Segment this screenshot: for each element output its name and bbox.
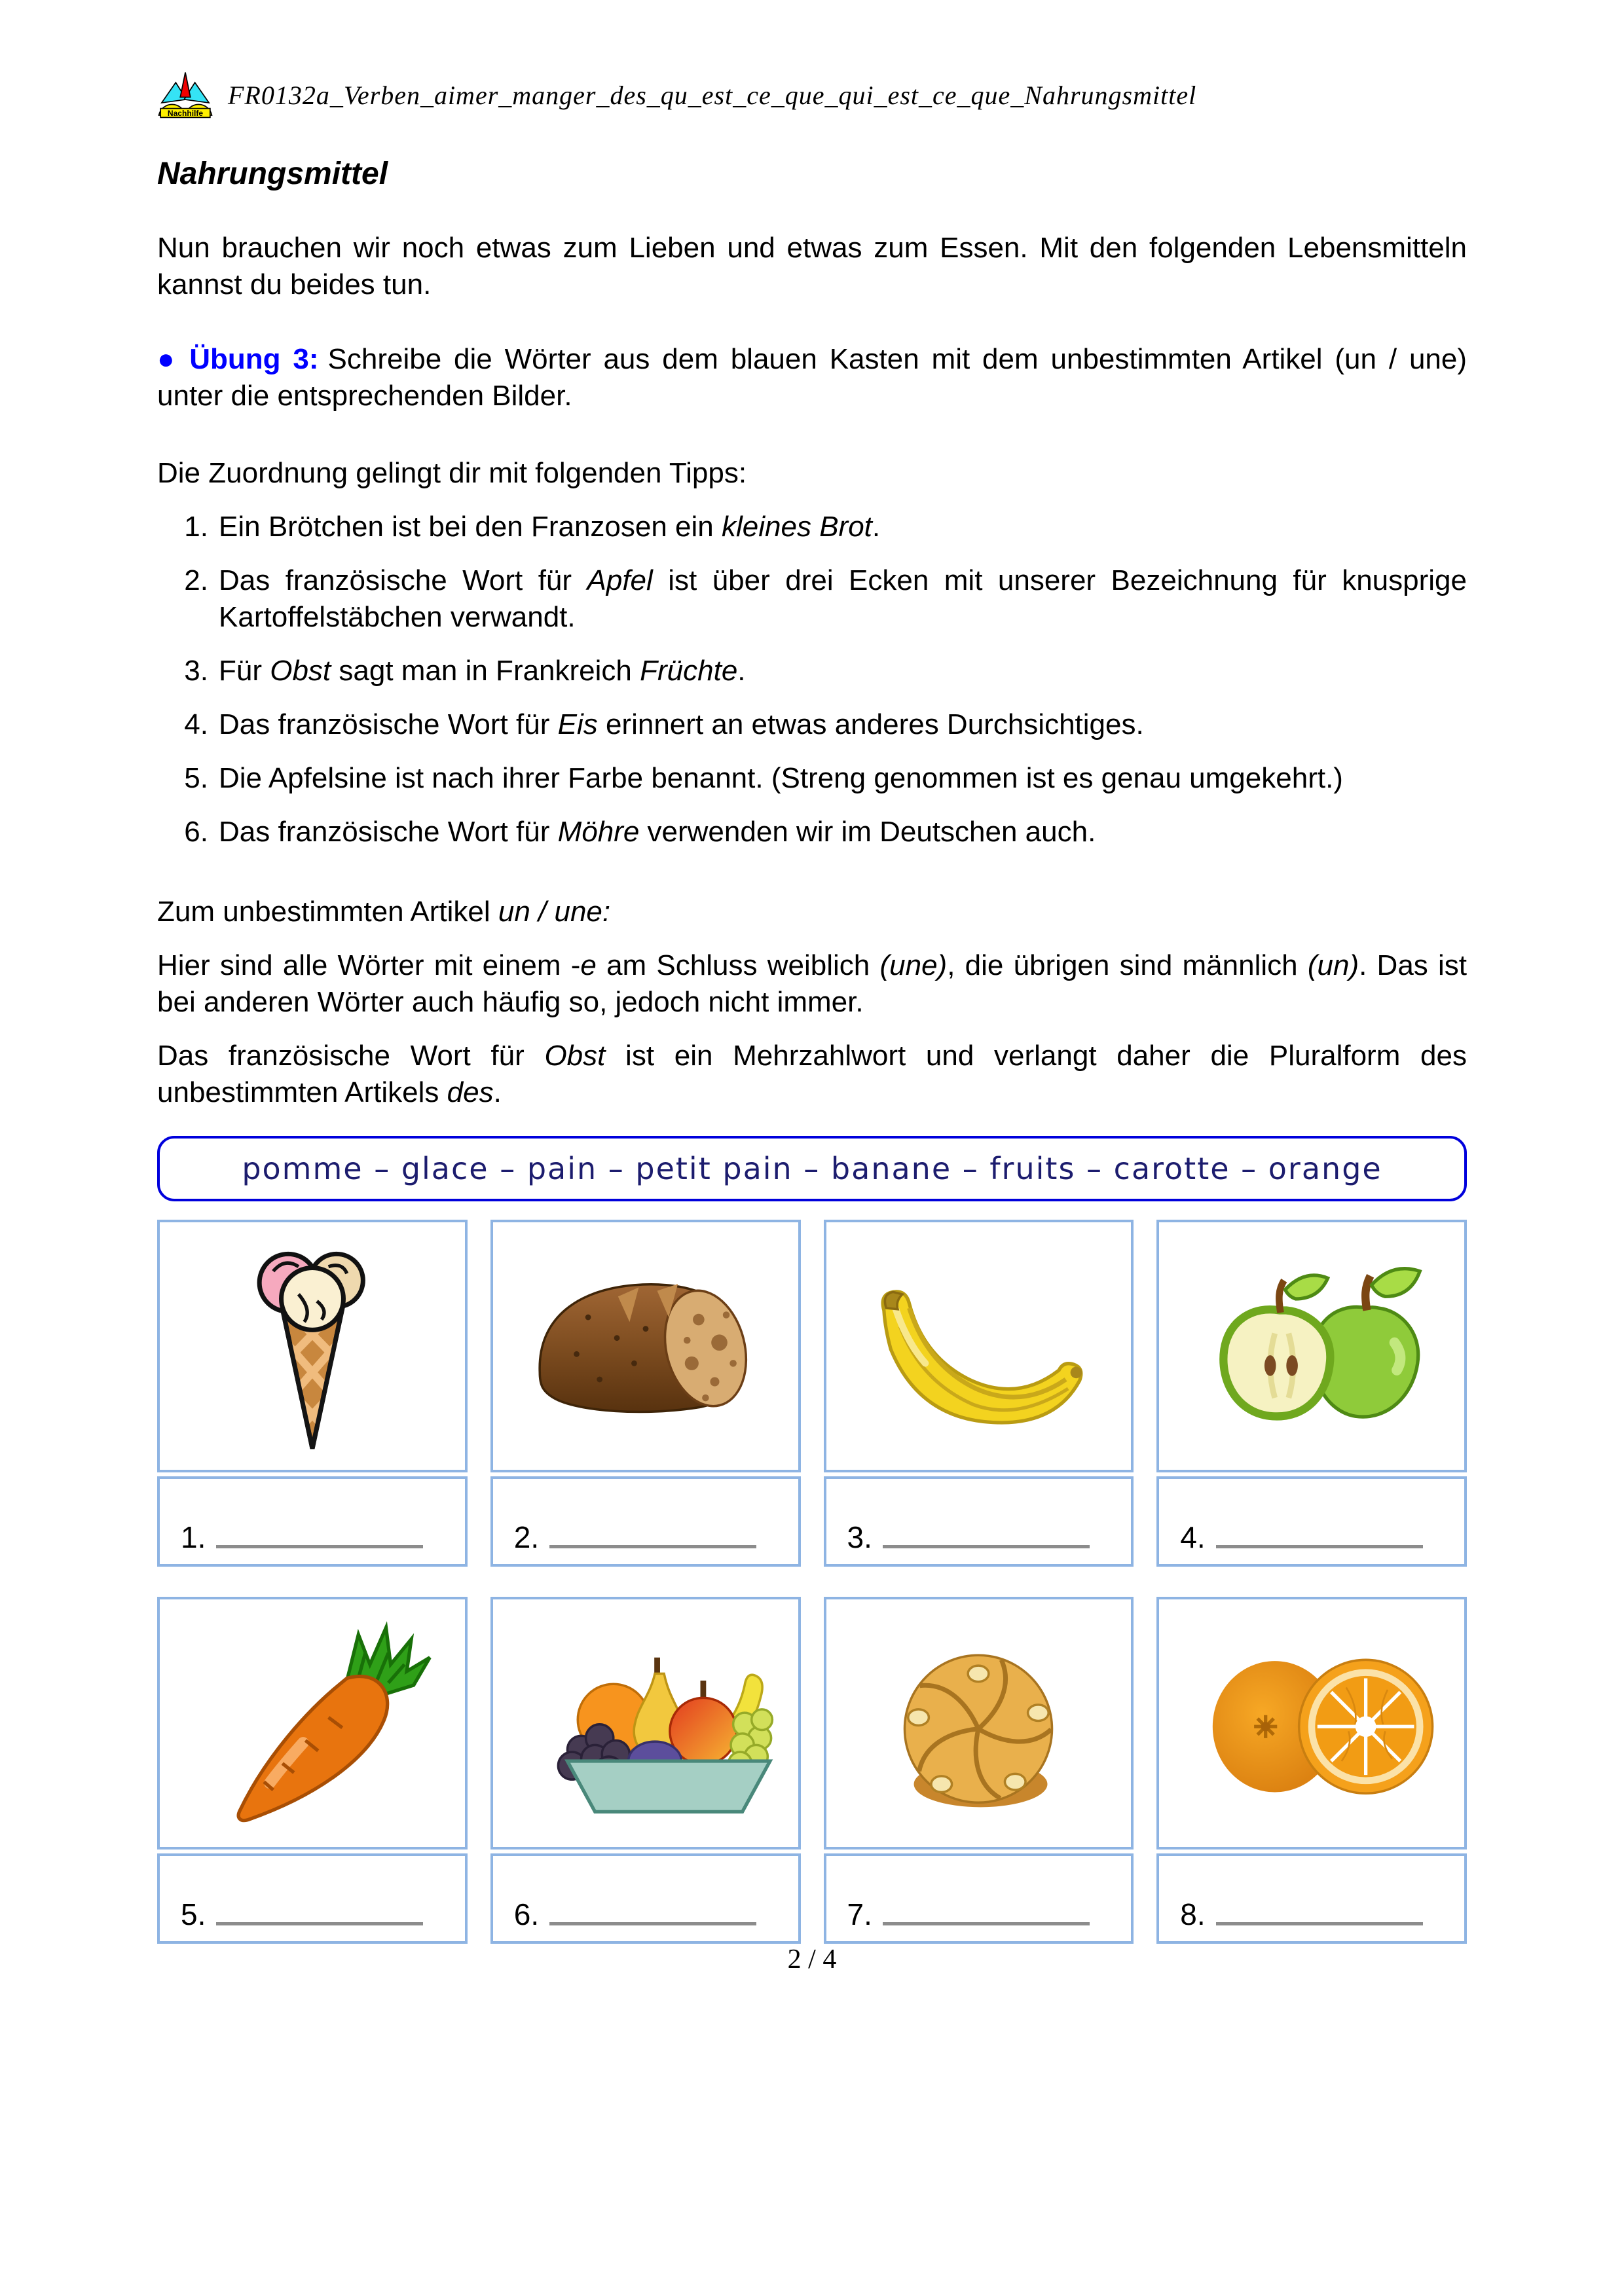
grid-cell-3	[824, 1220, 1134, 1567]
tip-item-1: 1. Ein Brötchen ist bei den Franzosen ein kleines Brot.	[157, 509, 1467, 545]
orange-image	[1173, 1614, 1450, 1832]
fruit-bowl-image	[507, 1614, 784, 1832]
answer-label-8	[1156, 1853, 1467, 1944]
intro-paragraph: Nun brauchen wir noch etwas zum Lieben und etwas zum Essen. Mit den folgenden Lebensmitteln kannst du beides tun.	[157, 232, 1467, 301]
cell-number: 3.	[847, 1520, 872, 1554]
tip-item-4: 4. Das französische Wort für Eis erinnert an etwas anderes Durchsichtiges.	[157, 706, 1467, 743]
tip-number: 2.	[184, 564, 208, 596]
tip-item-2: 2. Das französische Wort für Apfel ist über drei Ecken mit unserer Bezeichnung für knusprige Kartoffelstäbchen verwandt.	[157, 562, 1467, 636]
word-bank-box	[157, 1136, 1467, 1201]
tip-number: 4.	[184, 708, 208, 740]
grid-cell-7	[824, 1597, 1134, 1944]
ice-cream-cone-image	[174, 1237, 451, 1455]
tip-item-6: 6. Das französische Wort für Möhre verwenden wir im Deutschen auch.	[157, 814, 1467, 850]
tip-number: 3.	[184, 655, 208, 687]
answer-label-3	[824, 1476, 1134, 1567]
page-header	[157, 0, 1467, 123]
green-apples-image	[1173, 1237, 1450, 1455]
grid-cell-6	[490, 1597, 801, 1944]
cell-number: 7.	[847, 1897, 872, 1931]
gender-note: Hier sind alle Wörter mit einem -e am Schluss weiblich (une), die übrigen sind männlich (un). Das ist bei anderen Wörter auch häufig so, jedoch nicht immer.	[157, 949, 1467, 1018]
tips-intro: Die Zuordnung gelingt dir mit folgenden Tipps:	[157, 457, 747, 489]
bullet-icon: ●	[157, 343, 179, 375]
nachhilfe-logo-icon	[157, 67, 213, 123]
answer-blank-8[interactable]	[1216, 1922, 1423, 1925]
exercise-label: Übung 3:	[189, 343, 319, 375]
banana-image	[840, 1237, 1117, 1455]
cell-number: 5.	[181, 1897, 206, 1931]
grid-cell-8	[1156, 1597, 1467, 1944]
answer-blank-1[interactable]	[216, 1545, 423, 1548]
tip-item-3: 3. Für Obst sagt man in Frankreich Früchte.	[157, 653, 1467, 689]
bread-roll-image	[840, 1614, 1117, 1832]
answer-label-4	[1156, 1476, 1467, 1567]
tip-number: 5.	[184, 762, 208, 794]
grid-cell-4	[1156, 1220, 1467, 1567]
answer-label-2	[490, 1476, 801, 1567]
article-note: Zum unbestimmten Artikel un / une:	[157, 896, 611, 928]
grid-cell-2	[490, 1220, 801, 1567]
carrot-image	[174, 1614, 451, 1832]
grid-cell-5	[157, 1597, 468, 1944]
answer-blank-2[interactable]	[549, 1545, 756, 1548]
cell-number: 4.	[1180, 1520, 1206, 1554]
cell-number: 8.	[1180, 1897, 1206, 1931]
grid-cell-1	[157, 1220, 468, 1567]
answer-label-5	[157, 1853, 468, 1944]
answer-label-1	[157, 1476, 468, 1567]
answer-blank-3[interactable]	[883, 1545, 1090, 1548]
answer-label-6	[490, 1853, 801, 1944]
word-bank-words: pomme – glace – pain – petit pain – banane – fruits – carotte – orange	[242, 1151, 1382, 1186]
cell-number: 2.	[513, 1520, 540, 1554]
answer-blank-6[interactable]	[549, 1922, 756, 1925]
bread-loaf-image	[507, 1237, 784, 1455]
answer-blank-4[interactable]	[1216, 1545, 1423, 1548]
logo-text: Nachhilfe	[167, 108, 204, 118]
answer-label-7	[824, 1853, 1134, 1944]
cell-number: 6.	[513, 1897, 540, 1931]
answer-blank-5[interactable]	[216, 1922, 423, 1925]
plural-note: Das französische Wort für Obst ist ein Mehrzahlwort und verlangt daher die Pluralform des unbestimmten Artikels des.	[157, 1040, 1467, 1108]
tip-number: 1.	[184, 511, 208, 543]
cell-number: 1.	[181, 1520, 206, 1554]
exercise-text: Schreibe die Wörter aus dem blauen Kasten mit dem unbestimmten Artikel (un / une) unter die entsprechenden Bilder.	[157, 343, 1467, 412]
page-number: 2 / 4	[787, 1944, 837, 1975]
tips-list	[157, 509, 1467, 850]
document-filename: FR0132a_Verben_aimer_manger_des_qu_est_ce_que_qui_est_ce_que_Nahrungsmittel	[228, 80, 1197, 110]
answer-blank-7[interactable]	[883, 1922, 1090, 1925]
exercise-paragraph	[157, 341, 1467, 414]
page-title: Nahrungsmittel	[157, 156, 388, 191]
tip-number: 6.	[184, 816, 208, 848]
tip-item-5: 5. Die Apfelsine ist nach ihrer Farbe benannt. (Streng genommen ist es genau umgekehrt.)	[157, 760, 1467, 797]
picture-grid	[157, 1220, 1467, 1944]
